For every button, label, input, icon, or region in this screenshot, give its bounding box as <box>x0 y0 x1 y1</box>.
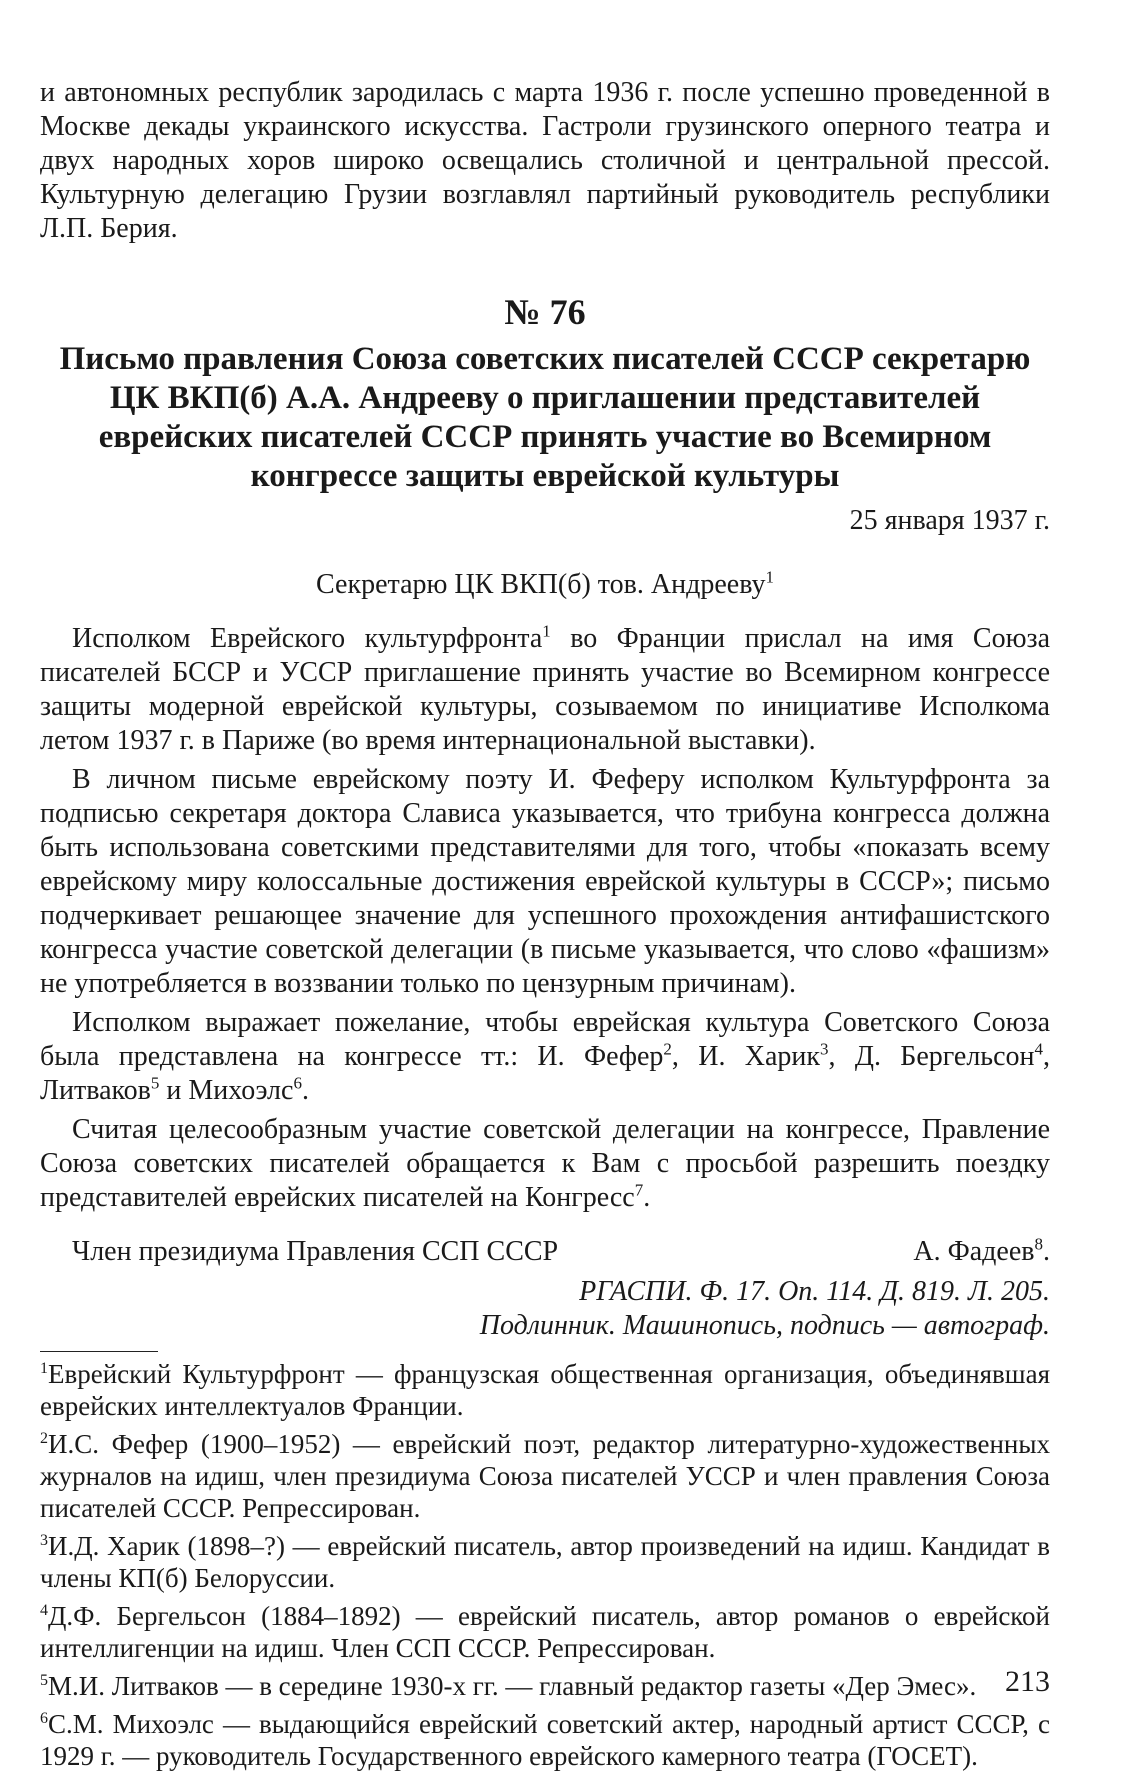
footnote-text: Д.Ф. Бергельсон (1884–1892) — еврейский писатель, автор романов о еврейской интеллигенции на идиш. Член ССП СССР. Репрессирован. <box>40 1601 1050 1663</box>
intro-paragraph: и автономных республик зародилась с марта 1936 г. после успешно проведенной в Москве декады украинского искусства. Гастроли грузинского оперного театра и двух народных хоров широко освещались столичной и центральной прессой. Культурную делегацию Грузии возглавлял партийный руководитель республики Л.П. Берия. <box>40 77 1050 244</box>
page-number: 213 <box>1005 1665 1050 1698</box>
footnote-3 <box>40 1530 1050 1594</box>
footnote-2 <box>40 1428 1050 1524</box>
footnote-number: 3 <box>40 1532 48 1549</box>
footnote-ref: 1 <box>765 567 774 587</box>
page-content <box>40 76 1050 1778</box>
footnote-number: 2 <box>40 1430 48 1447</box>
footnote-text: С.М. Михоэлс — выдающийся еврейский советский актер, народный артист СССР, с 1929 г. — руководитель Государственного еврейского камерного театра (ГОСЕТ). <box>40 1709 1050 1771</box>
text-run: Исполком Еврейского культурфронта <box>72 623 543 654</box>
footnote-text: И.Д. Харик (1898–?) — еврейский писатель, автор произведений на идиш. Кандидат в члены КП(б) Белоруссии. <box>40 1531 1050 1593</box>
footnote-ref: 2 <box>663 1039 672 1059</box>
letter-body <box>40 622 1050 1215</box>
document-date: 25 января 1937 г. <box>849 505 1050 536</box>
addressee <box>40 568 1050 602</box>
text-run: , И. Харик <box>671 1041 821 1072</box>
document-title: Письмо правления Союза советских писателей СССР секретарю ЦК ВКП(б) А.А. Андрееву о приглашении представителей еврейских писателей СССР принять участие во Всемирном конгрессе защиты еврейской культуры <box>59 341 1031 494</box>
footnote-ref: 5 <box>150 1073 160 1093</box>
footnote-ref: 3 <box>820 1039 829 1059</box>
text-run: , Литваков <box>40 1041 1050 1106</box>
body-paragraph-3 <box>40 1006 1050 1108</box>
footnote-text: И.С. Фефер (1900–1952) — еврейский поэт, редактор литературно-художественных журналов на идиш, член президиума Союза писателей УССР и член правления Союза писателей СССР. Репрессирован. <box>40 1429 1050 1523</box>
footnote-ref: 4 <box>1034 1039 1043 1059</box>
text-run: , Д. Бергельсон <box>828 1041 1035 1072</box>
footnote-number: 6 <box>40 1710 48 1727</box>
footnote-text: М.И. Литваков — в середине 1930-х гг. — главный редактор газеты «Дер Эмес». <box>48 1671 977 1701</box>
text-run: . <box>1043 1236 1050 1267</box>
footnote-number: 1 <box>40 1360 48 1377</box>
signature-row <box>72 1235 1050 1269</box>
footnote-ref: 6 <box>293 1073 302 1093</box>
intro-section <box>40 76 1050 246</box>
footnote-ref: 8 <box>1034 1234 1043 1254</box>
footnote-1 <box>40 1358 1050 1422</box>
body-paragraph-4 <box>40 1113 1050 1215</box>
footnote-number: 5 <box>40 1672 48 1689</box>
signer-position: Член президиума Правления ССП СССР <box>72 1236 559 1267</box>
text-run: и Михоэлс <box>159 1075 294 1106</box>
footnote-ref: 1 <box>542 621 551 641</box>
footnote-4 <box>40 1600 1050 1664</box>
archive-reference: РГАСПИ. Ф. 17. Оп. 114. Д. 819. Л. 205. <box>579 1276 1050 1307</box>
text-run: во Франции прислал на имя Союза писателей БССР и УССР приглашение принять участие во Всемирном конгрессе защиты модерной еврейской культуры, созываемом по инициативе Исполкома летом 1937 г. в Париже (во время интернациональной выставки). <box>40 623 1050 756</box>
document-number: № 76 <box>504 292 586 332</box>
footnote-6 <box>40 1708 1050 1772</box>
footnote-number: 4 <box>40 1602 48 1619</box>
footnote-ref: 7 <box>634 1180 644 1200</box>
text-run: . <box>643 1182 651 1213</box>
body-paragraph-2: В личном письме еврейскому поэту И. Феферу исполком Культурфронта за подписью секретаря доктора Слависа указывается, что трибуна конгресса должна быть использована советскими представителями для того, чтобы «показать всему еврейскому миру колоссальные достижения еврейской культуры в СССР»; письмо подчеркивает решающее значение для успешного прохождения антифашистского конгресса участие советской делегации (в письме указывается, что слово «фашизм» не употребляется в воззвании только по цензурным причинам). <box>40 764 1050 999</box>
footnote-5 <box>40 1670 1050 1702</box>
text-run: . <box>301 1075 309 1106</box>
body-paragraph-1 <box>40 622 1050 758</box>
footnotes <box>40 1358 1050 1772</box>
text-run: Считая целесообразным участие советской делегации на конгрессе, Правление Союза советских писателей обращается к Вам с просьбой разрешить поездку представителей еврейских писателей на Конгресс <box>40 1114 1050 1213</box>
footnote-divider <box>40 1351 158 1352</box>
text-run: Исполком выражает пожелание, чтобы еврейская культура Советского Союза была представлена на конгрессе тт.: И. Фефер <box>40 1007 1050 1072</box>
archive-note: Подлинник. Машинопись, подпись — автограф. <box>479 1310 1050 1341</box>
signer-name: А. Фадеев <box>913 1236 1035 1267</box>
addressee-text: Секретарю ЦК ВКП(б) тов. Андрееву <box>316 569 766 600</box>
signer-name-wrap <box>913 1235 1050 1269</box>
footnote-text: Еврейский Культурфронт — французская общественная организация, объединявшая еврейских интеллектуалов Франции. <box>40 1359 1050 1421</box>
